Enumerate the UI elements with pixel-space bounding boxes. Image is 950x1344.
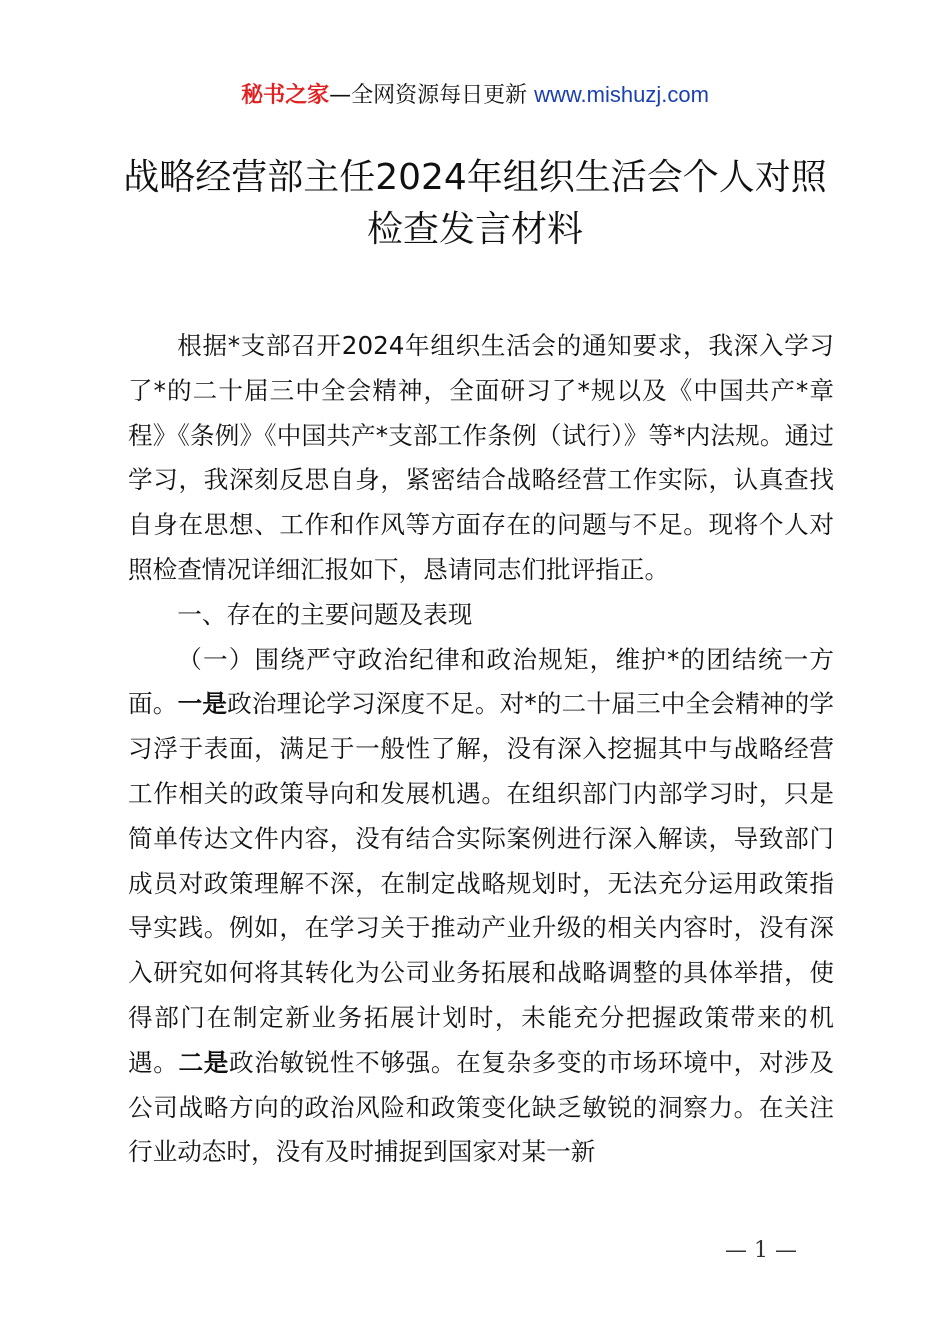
page-number: — 1 — <box>725 1238 797 1263</box>
site-banner <box>0 78 950 113</box>
point-text: 政治理论学习深度不足。对*的二十届三中全会精神的学习浮于表面，满足于一般性了解，没有深入挖掘其中与战略经营工作相关的政策导向和发展机遇。在组织部门内部学习时，只是简单传达文件内容，没有结合实际案例进行深入解读，导致部门成员对政策理解不深，在制定战略规划时，无法充分运用政策指导实践。例如，在学习关于推动产业升级的相关内容时，没有深入研究如何将其转化为公司业务拓展和战略调整的具体举措，使得部门在制定新业务拓展计划时，未能充分把握政策带来的机遇。 <box>128 689 834 1077</box>
intro-paragraph: 根据*支部召开2024年组织生活会的通知要求，我深入学习了*的二十届三中全会精神，全面研习了*规以及《中国共产*章程》《条例》《中国共产*支部工作条例（试行）》等*内法规。通过学习，我深刻反思自身，紧密结合战略经营工作实际，认真查找自身在思想、工作和作风等方面存在的问题与不足。现将个人对照检查情况详细汇报如下，恳请同志们批评指正。 <box>128 331 834 584</box>
subsection-paragraph <box>128 638 834 1176</box>
brand-name: 秘书之家 <box>241 83 330 108</box>
point-text: 政治敏锐性不够强。在复杂多变的市场环境中，对涉及公司战略方向的政治风险和政策变化缺乏敏锐的洞察力。在关注行业动态时，没有及时捕捉到国家对某一新 <box>128 1047 834 1167</box>
point-label: 二是 <box>178 1047 229 1077</box>
document-body <box>128 324 834 1175</box>
section-heading: 一、存在的主要问题及表现 <box>177 599 473 629</box>
point-label: 一是 <box>177 689 228 719</box>
document-title: 战略经营部主任2024年组织生活会个人对照检查发言材料 <box>123 157 827 250</box>
banner-tagline: —全网资源每日更新 <box>329 83 535 108</box>
subsection-intro: （一）围绕严守政治纪律和政治规矩，维护*的团结统一方面。 <box>128 644 834 719</box>
site-url[interactable]: www.mishuzj.com <box>534 82 709 107</box>
